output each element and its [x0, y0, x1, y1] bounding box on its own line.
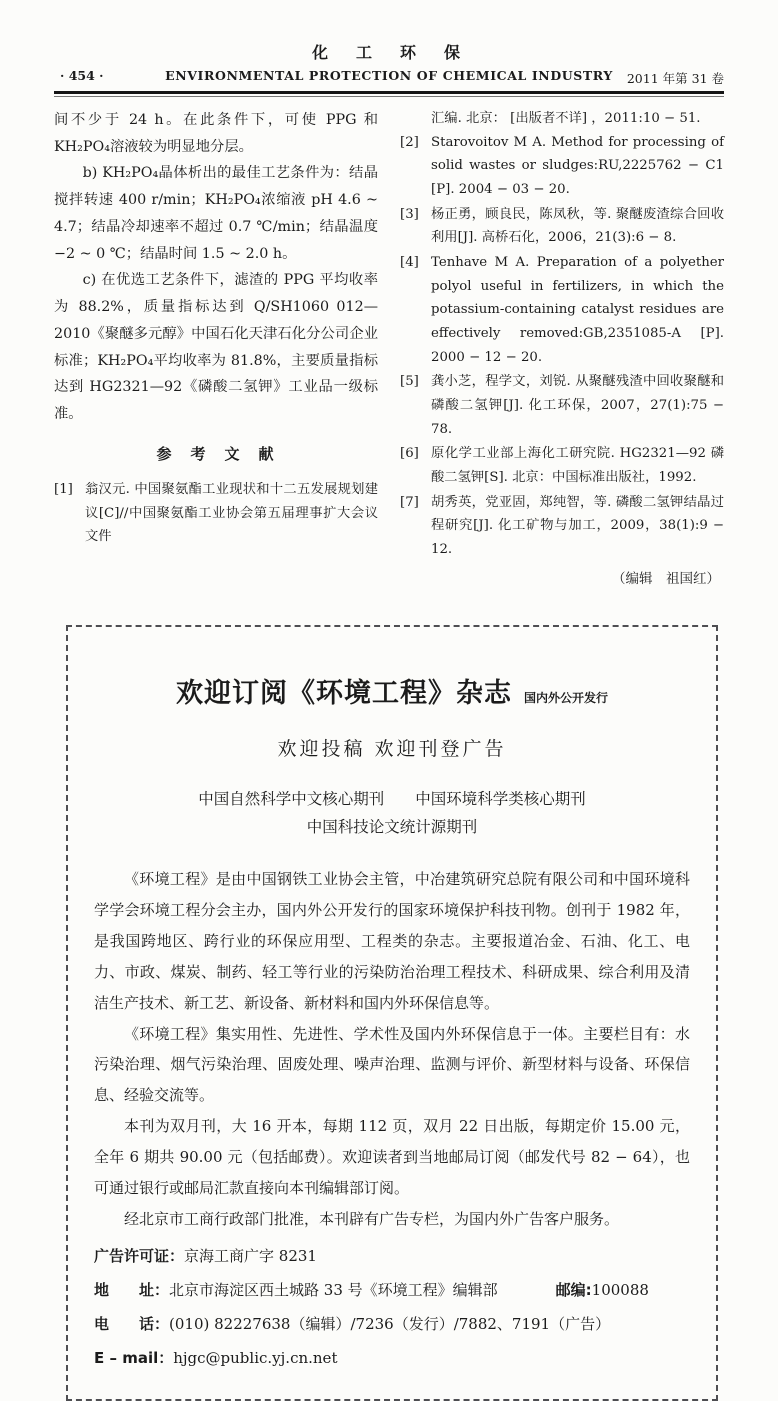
left-column: [54, 107, 378, 593]
ad-paragraph-advertising: 经北京市工商行政部门批准，本刊辟有广告专栏，为国内外广告客户服务。: [124, 1209, 620, 1228]
reference-number: [7]: [400, 494, 419, 510]
right-column: [400, 107, 724, 593]
header-rule-thick: [54, 91, 724, 94]
reference-number: [3]: [400, 206, 419, 222]
paragraph-conclusion-b: b) KH₂PO₄晶体析出的最佳工艺条件为：结晶搅拌转速 400 r/min；KH₂PO₄浓缩液 pH 4.6 ~ 4.7；结晶冷却速率不超过 0.7 ℃/min；结晶温度 −2 ~ 0 ℃；结晶时间 1.5 ~ 2.0 h。: [54, 165, 378, 262]
ad-license-line: [94, 1239, 690, 1273]
ad-email-line: [94, 1341, 690, 1375]
header-rule-thin: [54, 96, 724, 97]
email-value: hjgc@public.yj.cn.net: [173, 1349, 338, 1368]
reference-number: [5]: [400, 374, 419, 390]
phone-value: (010) 82227638（编辑）/7236（发行）/7882、7191（广告）: [169, 1315, 611, 1334]
email-label: E – mail：: [94, 1349, 174, 1368]
reference-text: 原化学工业部上海化工研究院. HG2321—92 磷酸二氢钾[S]. 北京：中国标准出版社，1992.: [431, 446, 724, 485]
reference-item: [400, 442, 724, 489]
paragraph-conclusion-c: c) 在优选工艺条件下，滤渣的 PPG 平均收率为 88.2%，质量指标达到 Q/SH1060 012—2010《聚醚多元醇》中国石化天津石化分公司企业标准；KH₂PO₄平均收率为 81.8%，主要质量指标达到 HG2321—92《磷酸二氢钾》工业品一级标准。: [54, 272, 378, 423]
reference-item: [400, 491, 724, 562]
reference-item: [400, 251, 724, 369]
ad-title-row: [94, 671, 690, 710]
reference-text: 龚小芝，程学文，刘锐. 从聚醚残渣中回收聚醚和磷酸二氢钾[J]. 化工环保，2007，27(1):75 − 78.: [431, 374, 724, 437]
ad-honors: [94, 785, 690, 842]
ad-honor-line: 中国科技论文统计源期刊: [306, 818, 478, 837]
ad-paragraph-subscription: 本刊为双月刊，大 16 开本，每期 112 页，双月 22 日出版，每期定价 15.00 元，全年 6 期共 90.00 元（包括邮费）。欢迎读者到当地邮局订阅（邮发代号 82 − 64），也可通过银行或邮局汇款直接向本刊编辑部订阅。: [94, 1117, 690, 1197]
ad-body-text: [94, 864, 690, 1235]
address-label: 地 址：: [94, 1280, 170, 1299]
ad-contact-block: [94, 1239, 690, 1376]
ad-address-line: [94, 1273, 690, 1307]
reference-item: [400, 131, 724, 202]
ad-paragraph-columns: 《环境工程》集实用性、先进性、学术性及国内外环保信息于一体。主要栏目有：水污染治理、烟气污染治理、固废处理、噪声治理、监测与评价、新型材料与设备、环保信息、经验交流等。: [94, 1024, 690, 1105]
paragraph-conclusion-a: 间不少于 24 h。在此条件下，可使 PPG 和 KH₂PO₄溶液较为明显地分层。: [54, 112, 378, 155]
reference-item: [400, 203, 724, 250]
license-label: 广告许可证：: [94, 1246, 185, 1265]
postcode-value: 100088: [591, 1280, 649, 1299]
reference-text: Tenhave M A. Preparation of a polyether polyol useful in fertilizers, in which the potassium-containing catalyst residues are effectively removed:GB,2351085-A [P]. 2000 − 12 − 20.: [431, 254, 724, 365]
license-value: 京海工商广字 8231: [184, 1246, 317, 1265]
volume-label: 2011 年第 31 卷: [626, 71, 724, 86]
article-body: [54, 107, 724, 593]
ad-title-side-note: 国内外公开发行: [523, 690, 608, 705]
editor-note: （编辑 祖国红）: [612, 571, 720, 588]
journal-title-cn: 化 工 环 保: [311, 43, 466, 62]
reference-number: [2]: [400, 134, 419, 150]
reference-text: 胡秀英，党亚固，郑纯智，等. 磷酸二氢钾结晶过程研究[J]. 化工矿物与加工，2009，38(1):9 − 12.: [431, 494, 724, 557]
reference-continuation: 汇编. 北京： [出版者不详] ，2011:10 − 51.: [431, 111, 701, 126]
reference-text: 翁汉元. 中国聚氨酯工业现状和十二五发展规划建议[C]//中国聚氨酯工业协会第五届理事扩大会议文件: [85, 481, 378, 545]
reference-text: Starovoitov M A. Method for processing of solid wastes or sludges:RU,2225762 − C1 [P]. 2004 − 03 − 20.: [431, 134, 724, 197]
ad-phone-line: [94, 1307, 690, 1341]
reference-number: [1]: [54, 481, 73, 497]
reference-number: [4]: [400, 254, 419, 270]
phone-label: 电 话：: [94, 1315, 170, 1334]
reference-number: [6]: [400, 446, 419, 462]
subscription-ad-box: [66, 625, 718, 1401]
ad-honor-line: 中国自然科学中文核心期刊 中国环境科学类核心期刊: [198, 789, 586, 808]
ad-paragraph-intro: 《环境工程》是由中国钢铁工业协会主管，中冶建筑研究总院有限公司和中国环境科学学会环境工程分会主办，国内外公开发行的国家环境保护科技刊物。创刊于 1982 年，是我国跨地区、跨行业的环保应用型、工程类的杂志。主要报道冶金、石油、化工、电力、市政、煤炭、制药、轻工等行业的污染防治治理工程技术、科研成果、综合利用及清洁生产技术、新工艺、新设备、新材料和国内外环保信息等。: [94, 870, 690, 1012]
reference-item: [54, 478, 378, 549]
page-number: · 454 ·: [60, 68, 104, 83]
reference-text: 杨正勇，顾良民，陈凤秋，等. 聚醚废渣综合回收利用[J]. 高桥石化，2006，21(3):6 − 8.: [431, 206, 724, 246]
ad-subtitle: 欢迎投稿 欢迎刊登广告: [277, 737, 507, 760]
journal-title-en: ENVIRONMENTAL PROTECTION OF CHEMICAL INDUSTRY: [165, 68, 613, 83]
reference-item: [400, 370, 724, 441]
ad-title: 欢迎订阅《环境工程》杂志: [175, 677, 512, 709]
postcode-label: 邮编:: [555, 1280, 592, 1299]
address-value: 北京市海淀区西土城路 33 号《环境工程》编辑部: [169, 1280, 498, 1299]
references-heading: 参 考 文 献: [156, 444, 276, 463]
header-row: [54, 66, 724, 86]
postcode: [556, 1281, 649, 1299]
page-header: [54, 40, 724, 97]
